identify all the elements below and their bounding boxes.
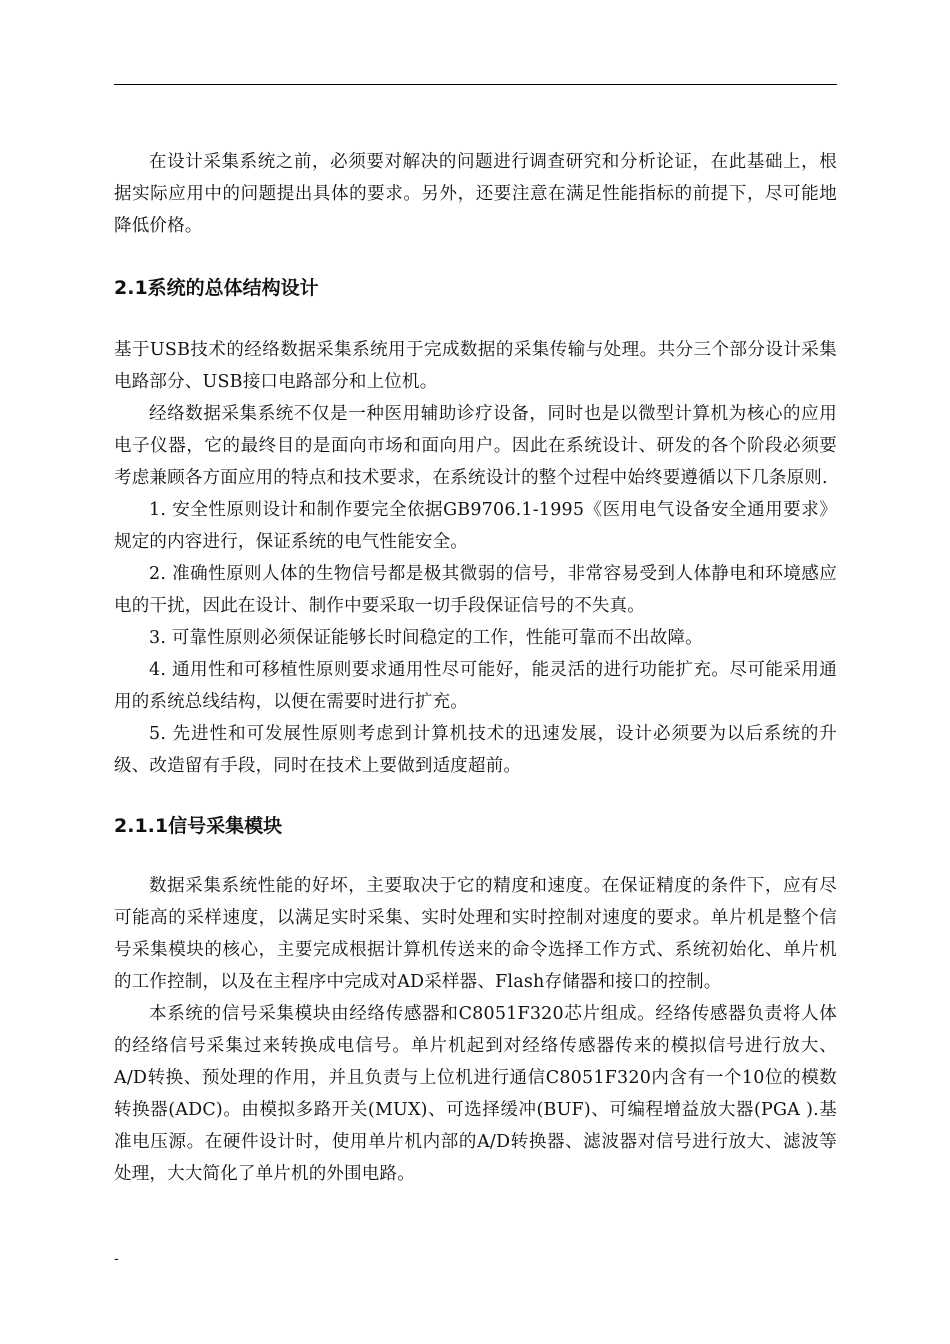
section-2-paragraph-2: 本系统的信号采集模块由经络传感器和C8051F320芯片组成。经络传感器负责将人体的经络信号采集过来转换成电信号。单片机起到对经络传感器传来的模拟信号进行放大、A/D转换、预处理的作用，并且负责与上位机进行通信C8051F320内含有一个10位的模数转换器(ADC)。由模拟多路开关(MUX)、可选择缓冲(BUF)、可编程增益放大器(PGA ).基准电压源。在硬件设计时，使用单片机内部的A/D转换器、滤波器对信号进行放大、滤波等处理，大大简化了单片机的外围电路。 [114,1004,837,1184]
principle-item: 5. 先进性和可发展性原则考虑到计算机技术的迅速发展，设计必须要为以后系统的升级、改造留有手段，同时在技术上要做到适度超前。 [114,724,837,776]
section-2-paragraph-1: 数据采集系统性能的好坏，主要取决于它的精度和速度。在保证精度的条件下，应有尽可能高的采样速度，以满足实时采集、实时处理和实时控制对速度的要求。单片机是整个信号采集模块的核心，主要完成根据计算机传送来的命令选择工作方式、系统初始化、单片机的工作控制，以及在主程序中完成对AD采样器、Flash存储器和接口的控制。 [114,876,837,992]
footer-mark: - [114,1251,119,1267]
section-heading-2-1: 2.1系统的总体结构设计 [114,277,319,299]
document-body [114,146,837,1190]
principle-item: 3. 可靠性原则必须保证能够长时间稳定的工作，性能可靠而不出故障。 [149,628,703,648]
intro-paragraph: 在设计采集系统之前，必须要对解决的问题进行调查研究和分析论证，在此基础上，根据实际应用中的问题提出具体的要求。另外，还要注意在满足性能指标的前提下，尽可能地降低价格。 [114,152,837,236]
principle-item: 2. 准确性原则人体的生物信号都是极其微弱的信号，非常容易受到人体静电和环境感应电的干扰，因此在设计、制作中要采取一切手段保证信号的不失真。 [114,564,837,616]
header-rule [114,84,837,85]
section-1-paragraph-1: 基于USB技术的经络数据采集系统用于完成数据的采集传输与处理。共分三个部分设计采集电路部分、USB接口电路部分和上位机。 [114,340,837,392]
principle-item: 1. 安全性原则设计和制作要完全依据GB9706.1-1995《医用电气设备安全通用要求》规定的内容进行，保证系统的电气性能安全。 [114,500,837,552]
principle-item: 4. 通用性和可移植性原则要求通用性尽可能好，能灵活的进行功能扩充。尽可能采用通用的系统总线结构，以便在需要时进行扩充。 [114,660,837,712]
section-heading-2-1-1: 2.1.1信号采集模块 [114,815,283,837]
section-1-paragraph-2: 经络数据采集系统不仅是一种医用辅助诊疗设备，同时也是以微型计算机为核心的应用电子仪器，它的最终目的是面向市场和面向用户。因此在系统设计、研发的各个阶段必须要考虑兼顾各方面应用的特点和技术要求，在系统设计的整个过程中始终要遵循以下几条原则. [114,404,837,488]
